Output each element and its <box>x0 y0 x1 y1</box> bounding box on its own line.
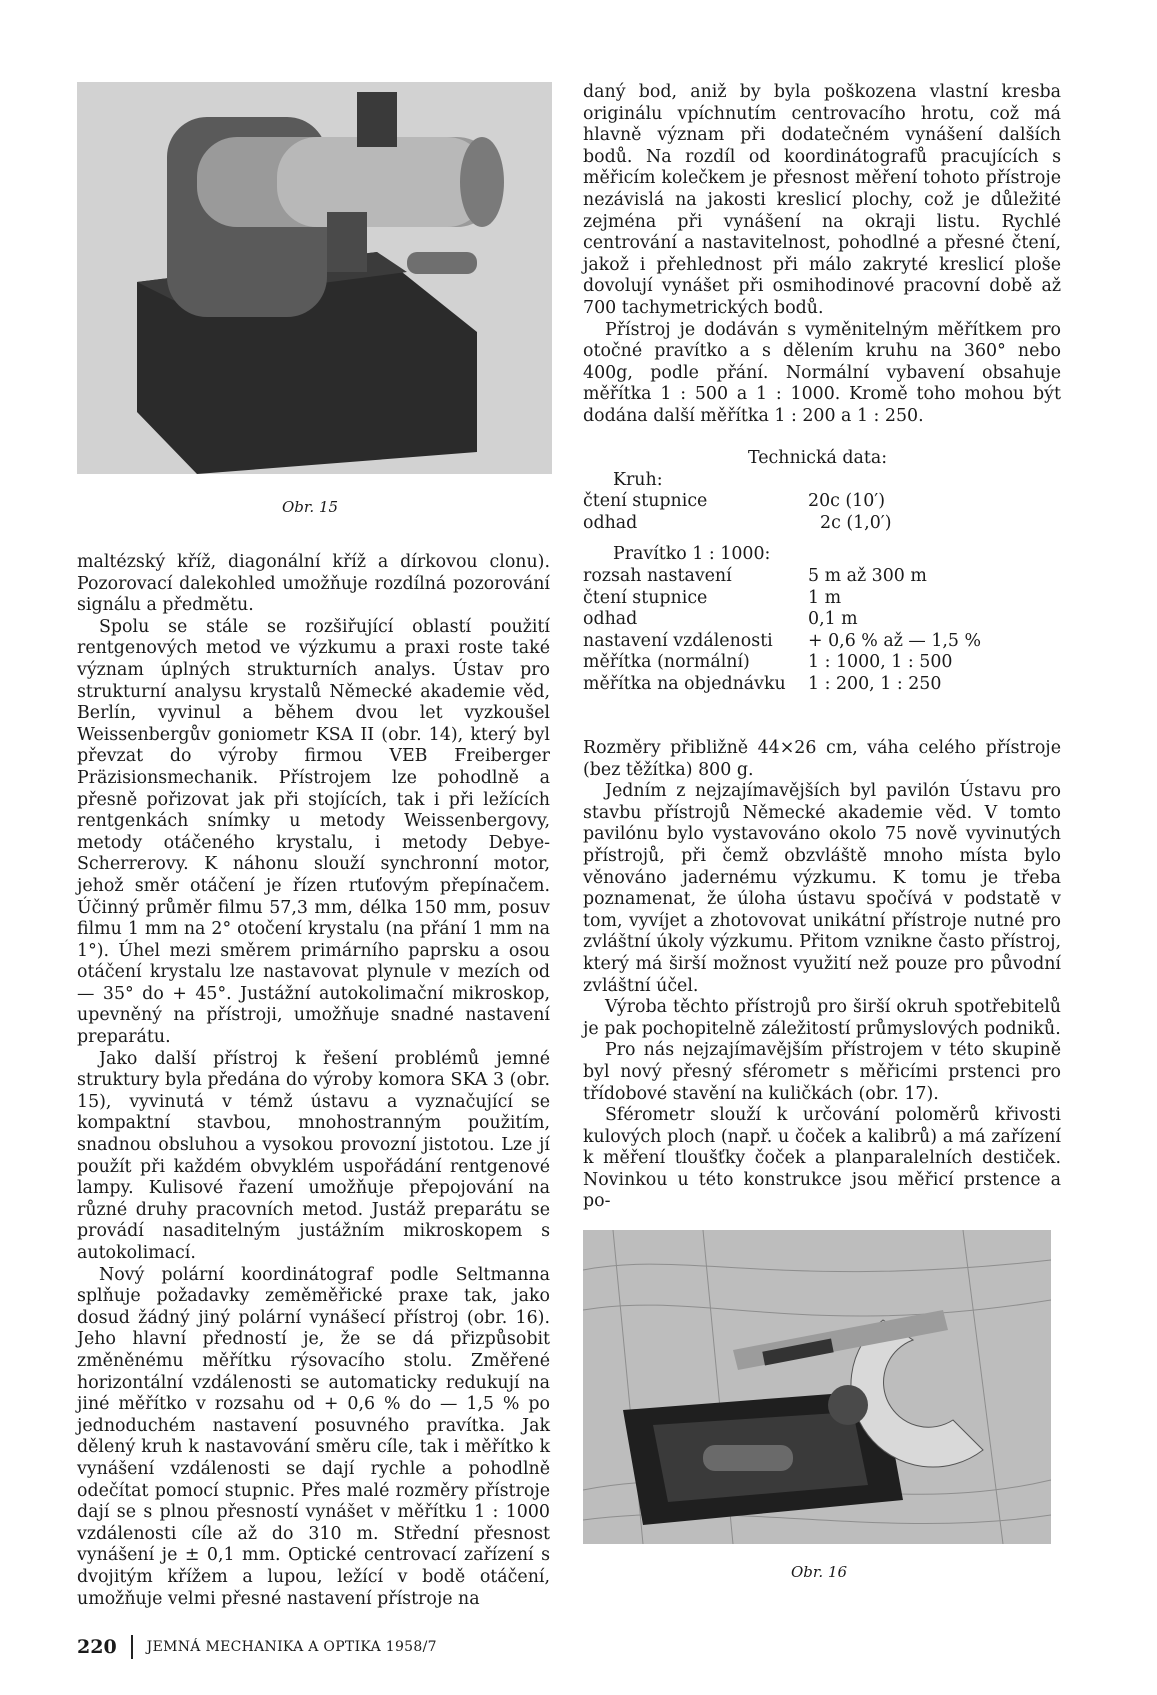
journal-name: JEMNÁ MECHANIKA A OPTIKA 1958/7 <box>146 1639 437 1655</box>
paragraph: Přístroj je dodáván s vyměnitelným měřítkem pro otočné pravítko a s dělením kruhu na 360° nebo 400g, podle přání. Normální vybavení obsahuje měřítka 1 : 500 a 1 : 1000. Kromě toho mohou být dodána další měřítka 1 : 200 a 1 : 250. <box>583 319 1061 426</box>
kruh-heading: Kruh: <box>613 469 663 490</box>
page-footer <box>77 1635 437 1659</box>
row-label: nastavení vzdálenosti <box>583 630 773 651</box>
figure-16-caption: Obr. 16 <box>791 1563 848 1581</box>
left-column-text <box>77 552 550 1610</box>
row-label: měřítka (normální) <box>583 652 750 673</box>
polar-coordinatograph-illustration <box>583 1230 1051 1544</box>
row-label: měřítka na objednávku <box>583 673 786 694</box>
row-value: 5 m až 300 m <box>808 565 927 586</box>
paragraph: Jedním z nejzajímavějších byl pavilón Ústavu pro stavbu přístrojů Německé akademie věd. V tomto pavilónu bylo vystavováno okolo 75 nově vyvinutých přístrojů, při čemž obzvláště mnoho místa bylo věnováno jadernému výzkumu. K tomu je třeba poznamenat, že úloha ústavu spočívá v podstatě v tom, vyvíjet a zhotovovat unikátní přístroje nutné pro zvláštní úkoly výzkumu. Přitom vznikne často přístroj, který má širší možnost využití než pouze pro původní zvláštní účel. <box>583 781 1061 996</box>
row-label: čtení stupnice <box>583 491 708 512</box>
pravitko-heading: Pravítko 1 : 1000: <box>613 544 771 565</box>
paragraph: Jako další přístroj k řešení problémů jemné struktury byla předána do výroby komora SKA 3 (obr. 15), vyvinutá v témž ústavu a vyznačující se kompaktní stavbou, mnohostranným použitím, snadnou obsluhou a vysokou provozní jistotou. Lze jí použít při každém obvyklém uspořádání rentgenové lampy. Kulisové řazení umožňuje přepojování na různé druhy pracovních metod. Justáž preparátu se provádí nasaditelným justážním mikroskopem s autokolimací. <box>77 1048 550 1263</box>
paragraph: Nový polární koordinátograf podle Seltmanna splňuje požadavky zeměměřické praxe tak, jako dosud žádný jiný polární vynášecí přístroj (obr. 16). Jeho hlavní předností je, že se dá přizpůsobit změněnému měřítku rýsovacího stolu. Změřené horizontální vzdálenosti se automaticky redukují na jiné měřítko v rozsahu od + 0,6 % do — 1,5 % po jednoduchém nastavení posuvného pravítka. Jak dělený kruh k nastavování směru cíle, tak i měřítko k vynášení vzdálenosti se dají rychle a pohodlně odečítat pomocí stupnic. Přes malé rozměry přístroje dají se s plnou přesností vynášet v měřítku 1 : 1000 vzdálenosti cíle až do 310 m. Střední přesnost vynášení je ± 0,1 mm. Optické centrovací zařízení s dvojitým křížem a lupou, ležící v bodě otáčení, umožňuje velmi přesné nastavení přístroje na <box>77 1264 550 1609</box>
table-row <box>583 609 1061 631</box>
row-value: + 0,6 % až — 1,5 % <box>808 630 982 651</box>
paragraph: Rozměry přibližně 44×26 cm, váha celého přístroje (bez těžítka) 800 g. <box>583 738 1061 780</box>
technical-data-table <box>583 448 1061 696</box>
paragraph: Sférometr slouží k určování poloměrů křivosti kulových ploch (např. u čoček a kalibrů) a má zařízení k měření tloušťky čoček a planparalelních destiček. Novinkou u této konstrukce jsou měřicí prstence a po- <box>583 1105 1061 1212</box>
figure-16-photo <box>583 1230 1051 1544</box>
row-label: čtení stupnice <box>583 587 708 608</box>
page-number: 220 <box>77 1636 117 1658</box>
table-row <box>583 491 1061 513</box>
footer-divider <box>131 1635 133 1659</box>
table-row <box>583 513 1061 535</box>
paragraph: Výroba těchto přístrojů pro širší okruh spotřebitelů je pak pochopitelně záležitostí průmyslových podniků. <box>583 997 1061 1039</box>
row-value: 20c (10′) <box>808 491 886 512</box>
figure-15-photo <box>77 82 552 474</box>
paragraph: Spolu se stále se rozšiřující oblastí použití rentgenových metod ve výzkumu a praxi roste také význam úplných strukturních analys. Ústav pro strukturní analysu krystalů Německé akademie věd, Berlín, vyvinul a během dvou let vyzkoušel Weissenbergův goniometr KSA II (obr. 14), který byl převzat do výroby firmou VEB Freiberger Präzisionsmechanik. Přístrojem lze pohodlně a přesně pořizovat jak při stojících, tak i při ležících rentgenkách snímky u metody Weissenbergovy, metody otáčeného krystalu, i metody Debye-Scherrerovy. K náhonu slouží synchronní motor, jehož směr otáčení je řízen rtuťovým přepínačem. Účinný průměr filmu 57,3 mm, délka 150 mm, posuv filmu 1 mm na 2° otočení krystalu (na přání 1 mm na 1°). Úhel mezi směrem primárního paprsku a osou otáčení krystalu lze nastavovat plynule v mezích od — 35° do + 45°. Justážní autokolimační mikroskop, upevněný na přístroji, umožňuje snadné nastavení preparátu. <box>77 616 550 1048</box>
paragraph: maltézský kříž, diagonální kříž a dírkovou clonu). Pozorovací dalekohled umožňuje rozdílná pozorování signálu a předmětu. <box>77 552 550 616</box>
ska3-camera-illustration <box>77 82 552 474</box>
table-row <box>583 652 1061 674</box>
table-row <box>583 566 1061 588</box>
figure-15-caption: Obr. 15 <box>282 498 339 516</box>
paragraph: Pro nás nejzajímavějším přístrojem v této skupině byl nový přesný sférometr s měřicími prstenci pro třídobové stavění na kuličkách (obr. 17). <box>583 1040 1061 1104</box>
table-row <box>583 588 1061 610</box>
row-value: 1 : 1000, 1 : 500 <box>808 652 953 673</box>
row-label: odhad <box>583 512 638 533</box>
paragraph: daný bod, aniž by byla poškozena vlastní kresba originálu vpíchnutím centrovacího hrotu, což má hlavně význam při dodatečném vynášení dalších bodů. Na rozdíl od koordinátografů pracujících s měřicím kolečkem je přesnost měření tohoto přístroje nezávislá na jakosti kreslicí plochy, což je důležité zejména při vynášení na okraji listu. Rychlé centrování a nastavitelnost, pohodlné a přesné čtení, jakož i přehlednost při málo zakryté kreslicí ploše dovolují vynášet při osmihodinové pracovní době až 700 tachymetrických bodů. <box>583 82 1061 318</box>
row-value: 2c (1,0′) <box>820 512 892 533</box>
right-column-bottom-text <box>583 738 1061 1213</box>
row-value: 0,1 m <box>808 609 858 630</box>
technical-data-title: Technická data: <box>748 448 888 468</box>
row-label: rozsah nastavení <box>583 565 732 586</box>
row-value: 1 : 200, 1 : 250 <box>808 673 942 694</box>
right-column-top-text <box>583 82 1061 428</box>
row-value: 1 m <box>808 587 842 608</box>
table-row <box>583 674 1061 696</box>
table-row <box>583 631 1061 653</box>
row-label: odhad <box>583 609 638 630</box>
